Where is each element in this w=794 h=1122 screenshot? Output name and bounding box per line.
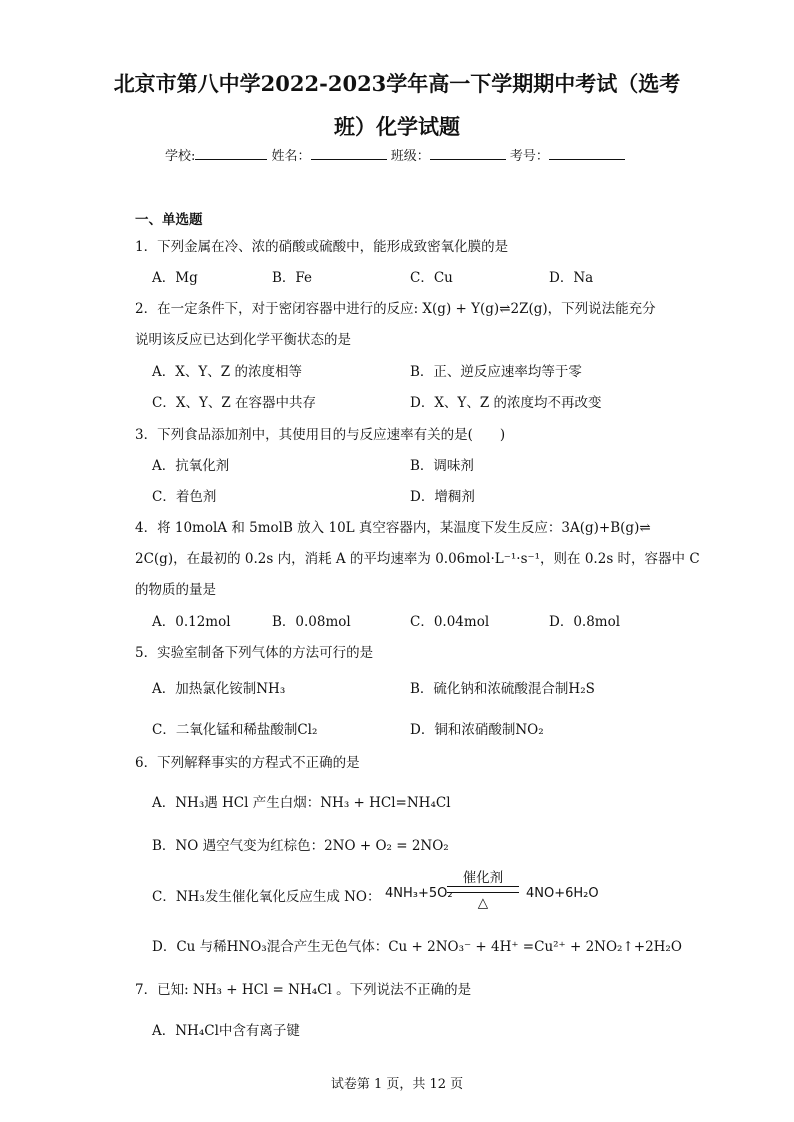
q3-option-c: C．着色剂 bbox=[152, 489, 217, 505]
q3-option-d: D．增稠剂 bbox=[410, 489, 475, 505]
q1-option-b: B．Fe bbox=[272, 270, 313, 286]
q4-stem-line3: 的物质的量是 bbox=[135, 582, 216, 598]
q6-option-b: B．NO 遇空气变为红棕色：2NO + O₂ = 2NO₂ bbox=[152, 838, 449, 854]
q5-option-c: C．二氧化锰和稀盐酸制Cl₂ bbox=[152, 722, 318, 738]
q1-option-c: C．Cu bbox=[410, 270, 453, 286]
q2-option-c: C．X、Y、Z 在容器中共存 bbox=[152, 395, 317, 411]
q3-option-b: B．调味剂 bbox=[410, 458, 474, 474]
q4-option-b: B．0.08mol bbox=[272, 614, 351, 630]
q4-stem-line2: 2C(g)，在最初的 0.2s 内，消耗 A 的平均速率为 0.06mol·L⁻¹·s⁻¹，则在 0.2s 时，容器中 C bbox=[135, 551, 700, 567]
q2-stem-line1: 2．在一定条件下，对于密闭容器中进行的反应: X(g) + Y(g)⇌2Z(g)，下列说法能充分 bbox=[135, 301, 656, 317]
page-title-line2: 班）化学试题 bbox=[334, 114, 460, 139]
q2-stem-line2: 说明该反应已达到化学平衡状态的是 bbox=[135, 332, 351, 348]
q6-option-a: A．NH₃遇 HCl 产生白烟：NH₃ + HCl=NH₄Cl bbox=[152, 795, 451, 811]
q4-option-d: D．0.8mol bbox=[549, 614, 621, 630]
school-blank bbox=[195, 145, 267, 160]
q6-option-d: D．Cu 与稀HNO₃混合产生无色气体：Cu + 2NO₃⁻ + 4H⁺ =Cu²⁺ + 2NO₂↑+2H₂O bbox=[152, 939, 682, 955]
page-footer: 试卷第 1 页，共 12 页 bbox=[330, 1077, 464, 1092]
q3-stem: 3．下列食品添加剂中，其使用目的与反应速率有关的是( ) bbox=[135, 427, 506, 443]
name-blank bbox=[311, 145, 387, 160]
number-blank bbox=[549, 145, 625, 160]
q6-c-reactants: 4NH₃+5O₂ bbox=[385, 886, 453, 901]
q5-stem: 5．实验室制备下列气体的方法可行的是 bbox=[135, 645, 374, 661]
q6-option-c-prefix: C．NH₃发生催化氧化反应生成 NO： bbox=[152, 889, 381, 905]
q5-option-d: D．铜和浓硝酸制NO₂ bbox=[410, 722, 544, 738]
q4-option-c: C．0.04mol bbox=[410, 614, 490, 630]
q4-option-a: A．0.12mol bbox=[152, 614, 231, 630]
q5-option-b: B．硫化钠和浓硫酸混合制H₂S bbox=[410, 681, 595, 697]
q7-option-a: A．NH₄Cl中含有离子键 bbox=[152, 1023, 300, 1039]
q6-c-catalyst: 催化剂 bbox=[462, 870, 504, 886]
q4-stem-line1: 4．将 10molA 和 5molB 放入 10L 真空容器内，某温度下发生反应：3A(g)+B(g)⇌ bbox=[135, 520, 651, 536]
q1-stem: 1．下列金属在冷、浓的硝酸或硫酸中，能形成致密氧化膜的是 bbox=[135, 239, 509, 255]
name-label: 姓名： bbox=[271, 149, 311, 164]
q2-option-a: A．X、Y、Z 的浓度相等 bbox=[152, 364, 302, 380]
q6-c-products: 4NO+6H₂O bbox=[526, 886, 599, 901]
q1-option-a: A．Mg bbox=[152, 270, 198, 286]
student-info-row bbox=[165, 145, 625, 164]
q1-option-d: D．Na bbox=[549, 270, 594, 286]
school-label: 学校: bbox=[165, 149, 196, 164]
q2-option-b: B．正、逆反应速率均等于零 bbox=[410, 364, 582, 380]
page-title-line1: 北京市第八中学2022-2023学年高一下学期期中考试（选考 bbox=[113, 71, 681, 96]
q6-c-heat: △ bbox=[477, 895, 489, 911]
q5-option-a: A．加热氯化铵制NH₃ bbox=[152, 681, 286, 697]
class-label: 班级： bbox=[390, 149, 430, 164]
q7-stem: 7．已知: NH₃ + HCl = NH₄Cl 。下列说法不正确的是 bbox=[135, 982, 472, 998]
section-heading: 一、单选题 bbox=[135, 212, 203, 228]
q6-c-equals-sign bbox=[447, 886, 519, 893]
q6-stem: 6．下列解释事实的方程式不正确的是 bbox=[135, 755, 360, 771]
q3-option-a: A．抗氧化剂 bbox=[152, 458, 230, 474]
number-label: 考号： bbox=[509, 149, 549, 164]
q2-option-d: D．X、Y、Z 的浓度均不再改变 bbox=[410, 395, 602, 411]
class-blank bbox=[430, 145, 506, 160]
